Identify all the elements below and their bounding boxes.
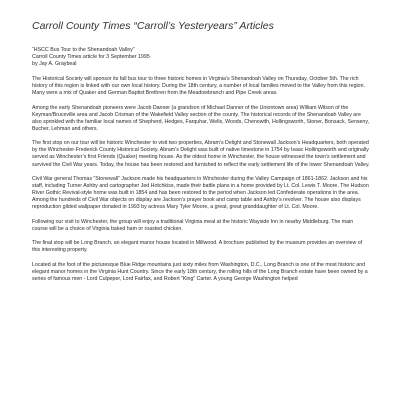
paragraph-winchester: The first stop on our tour will be historic Winchester to visit two properties, Abram’s Delight and Stonewall Jackson’s Headquarters, both operated by the Winchester-Frederick County Historical Society. Abram’s Delight was built of native limestone in 1754 by Isaac Hollingsworth and originally served as Winchester’s first Friends (Quaker) meeting house. As the oldest home in Winchester, the house witnessed the town’s settlement and survived the Civil War years. Today, the house has been restored and furnished to reflect the early settlement life of the lower Shenandoah Valley. xyxy=(32,140,370,168)
paragraph-wayside-inn: Following our visit to Winchester, the group will enjoy a traditional Virginia meal at the historic Wayside Inn in nearby Middleburg. The main course will be a choice of Virginia baked ham or roasted chicken. xyxy=(32,218,354,232)
paragraph-long-branch-history: Located at the foot of the picturesque Blue Ridge mountains just sixty miles from Washington, D.C., Long Branch is one of the most historic and elegant manor homes in the Virginia Hunt Country. Since the early 18th century, the rolling hills of the Long Branch estate have been owned by a series of famous men - Lord Culpeper, Lord Fairfax, and Robert “King” Carter. A young George Washington helped xyxy=(32,261,368,282)
paragraph-pioneers: Among the early Shenandoah pioneers were Jacob Danner (a grandson of Michael Danner of the Uniontown area) William Wilson of the Keyman/Bruceville area and Jacob Crisman of the Wakefield Valley section of the county. The historical records of the Shenandoah Valley are also sprinkled with the familiar local names of Shepherd, Hedges, Farquhar, Wells, Woods, Chenowith, Hollingsworth, Stoner, Bonsack, Senseny, Bucher, Lehman and others. xyxy=(32,104,370,132)
document-page xyxy=(32,20,370,290)
article-header xyxy=(32,47,370,68)
article-headline: “HSCC Bus Tour to the Shenandoah Valley” xyxy=(32,47,135,53)
paragraph-intro: The Historical Society will sponsor its fall bus tour to three historic homes in Virginia’s Shenandoah Valley on Thursday, October 5th. The rich history of this region is linked with our own local history. During the 18th century, a number of local families moved to the Valley from this region. Many were a mix of Quaker and German Baptist Brethren from the Meadowbranch and Pipe Creek areas. xyxy=(32,76,365,97)
article-publication-line: Carroll County Times article for 3 September 1995 xyxy=(32,54,150,60)
article-byline: by Jay A. Graybeal xyxy=(32,61,77,67)
paragraph-long-branch: The final stop will be Long Branch, an elegant manor house located in Millwood. A brochure published by the museum provides an overview of this interesting property. xyxy=(32,240,363,254)
document-title: Carroll County Times “Carroll’s Yesteryears” Articles xyxy=(32,20,274,32)
paragraph-jackson-headquarters: Civil War general Thomas “Stonewall” Jackson made his headquarters in Winchester during the Valley Campaign of 1861-1862. Jackson and his staff, including Turner Ashby and cartographer Jed Hotchkiss, made their battle plans in a home provided by Lt. Col. Lewis T. Moore. The Hudson River Gothic Revival-style home was built in 1854 and has been restored to the period when Jackson led Confederate operations in the area. Among the hundreds of Civil War objects on display are Jackson’s prayer book and camp table and Ashby’s revolver. The house also displays reproduction gilded wallpaper donated in 1993 by actress Mary Tyler Moore, a great, great granddaughter of Lt. Col. Moore. xyxy=(32,175,369,211)
